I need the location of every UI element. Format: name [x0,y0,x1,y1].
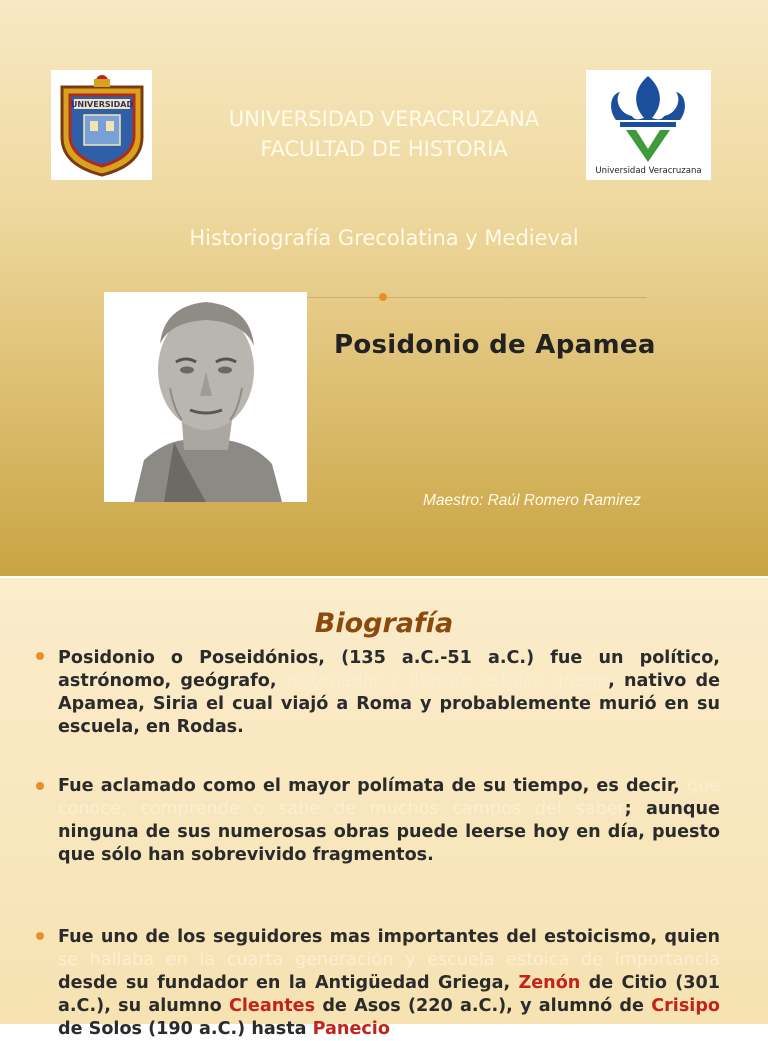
university-name: UNIVERSIDAD VERACRUZANA [228,107,540,131]
p2-text-a: Fue aclamado como el mayor polímata de su tiempo, es decir, [58,776,687,796]
uv-logo [586,70,711,180]
fleur-de-lis-icon [586,70,711,165]
paragraph-3 [58,926,720,1041]
panecio-link[interactable]: Panecio [312,1019,390,1039]
p3-text-d: de Asos (220 a.C.), y alumnó de [315,996,652,1016]
bullet-icon [36,782,44,790]
p3-text-c: de Citio (301 a.C.), su alumno [58,973,720,1016]
shield-icon [54,73,150,177]
faculty-name: FACULTAD DE HISTORIA [260,137,508,161]
presentation-title: Posidonio de Apamea [334,330,656,360]
bust-portrait-icon [104,292,307,502]
cleantes-link[interactable]: Cleantes [228,996,316,1016]
crisipo-link[interactable]: Crisipo [651,996,721,1016]
bullet-icon [36,932,44,940]
p3-text-e: de Solos (190 a.C.) hasta [58,1019,313,1039]
p1-text-b: , nativo de Apamea, Siria el cual viajó a Roma y probablemente murió en su escuela, en Rodas. [58,671,721,737]
svg-text:UNIVERSIDAD: UNIVERSIDAD [70,100,133,109]
university-seal-logo [51,70,152,180]
p2-text-b: ; aunque ninguna de sus numerosas obras puede leerse hoy en día, puesto que sólo han sobrevivido fragmentos. [58,799,720,865]
p1-link[interactable]: historiador y filósofo estoico griego [285,671,609,691]
teacher-name: Maestro: Raúl Romero Ramirez [423,492,641,509]
bullet-icon [36,652,44,660]
biography-heading: Biografía [314,608,454,639]
divider-line [307,297,647,298]
p1-text-a: Posidonio o Poseidónios, (135 a.C.-51 a.C.) fue un político, astrónomo, geógrafo, [58,648,720,691]
p3-text-a: Fue uno de los seguidores mas importantes del estoicismo, quien [58,927,720,947]
course-title: Historiografía Grecolatina y Medieval [189,226,579,250]
zenon-link[interactable]: Zenón [518,973,581,993]
paragraph-2 [58,775,720,867]
p3-link[interactable]: se hallaba en la cuarta generación y escuela estoica de importancia [58,950,720,970]
uv-logo-text: Universidad Veracruzana [595,166,702,176]
paragraph-1 [58,647,720,739]
posidonio-bust-image [104,292,307,502]
university-header [160,104,608,164]
p2-link[interactable]: que conoce, comprende o sabe de muchos campos del saber [58,776,720,819]
p3-text-b: desde su fundador en la Antigüedad Griega, [58,973,519,993]
divider-dot [379,293,387,301]
